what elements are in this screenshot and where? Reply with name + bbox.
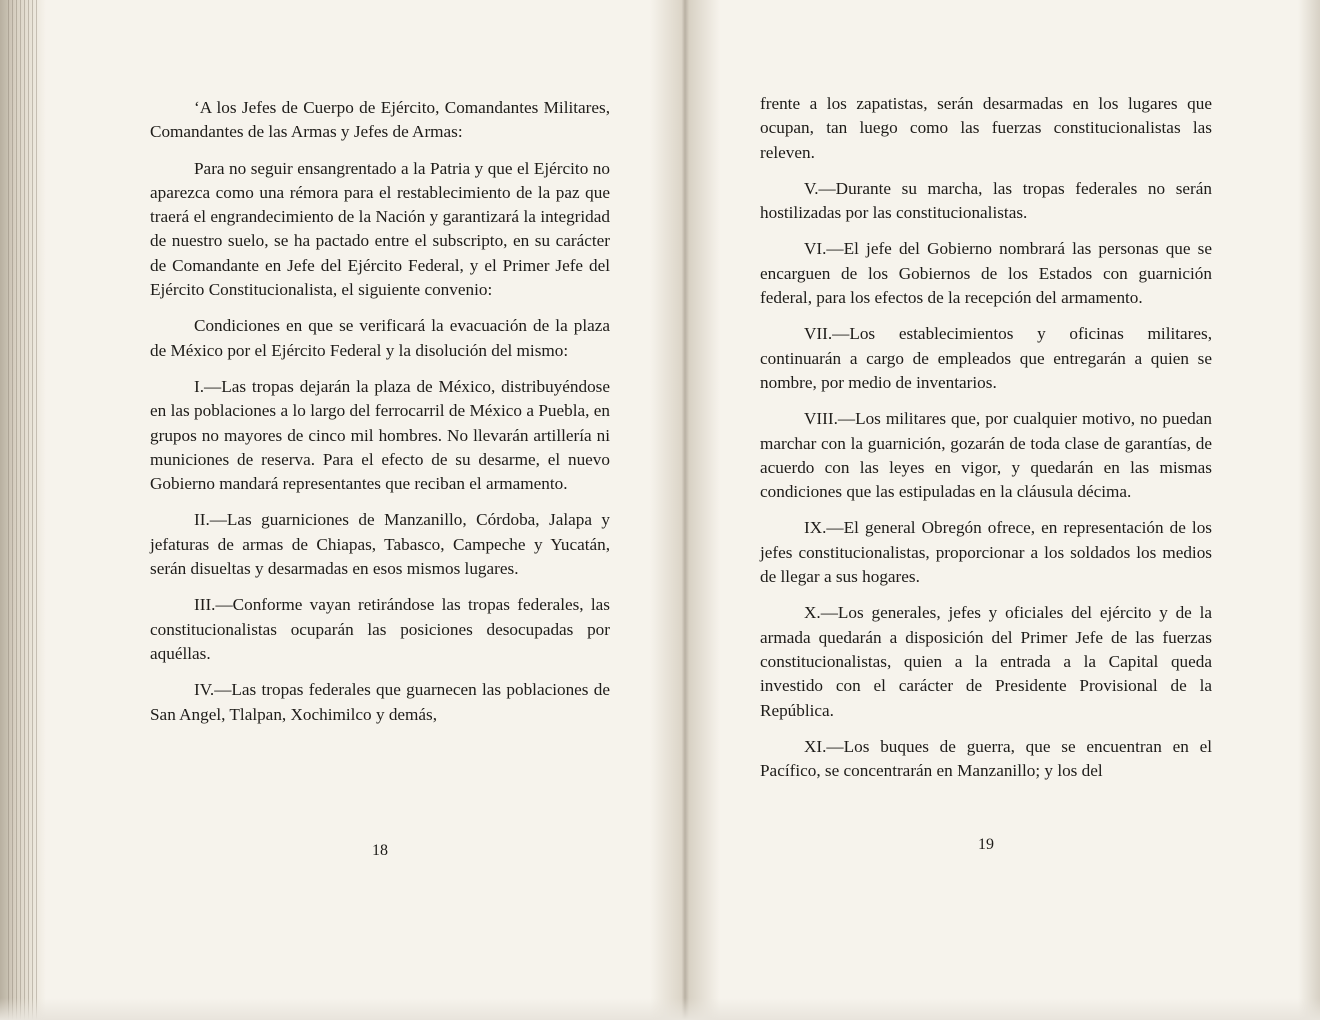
paragraph: II.—Las guarniciones de Manzanillo, Córdoba, Jalapa y jefaturas de armas de Chiapas, Tabasco, Campeche y Yucatán, serán disueltas y desarmadas en esos mismos lugares.	[150, 510, 610, 579]
left-page-text	[150, 96, 610, 739]
paragraph: Condiciones en que se verificará la evacuación de la plaza de México por el Ejército Federal y la disolución del mismo:	[150, 316, 610, 360]
book-gutter	[650, 0, 720, 1020]
paragraph: ‘A los Jefes de Cuerpo de Ejército, Comandantes Militares, Comandantes de las Armas y Jefes de Armas:	[150, 98, 610, 142]
paragraph: III.—Conforme vayan retirándose las tropas federales, las constitucionalistas ocuparán las posiciones desocupadas por aquéllas.	[150, 595, 610, 663]
paragraph: XI.—Los buques de guerra, que se encuentran en el Pacífico, se concentrarán en Manzanillo; y los del	[760, 736, 1212, 781]
paragraph: V.—Durante su marcha, las tropas federales no serán hostilizadas por las constitucionalistas.	[760, 178, 1212, 223]
page-number: 18	[372, 842, 388, 859]
paragraph: I.—Las tropas dejarán la plaza de México, distribuyéndose en las poblaciones a lo largo del ferrocarril de México a Puebla, en grupos no mayores de cinco mil hombres. No llevarán artillería ni municiones de reserva. Para el efecto de su desarme, el nuevo Gobierno mandará representantes que reciban el armamento.	[150, 376, 610, 494]
paragraph: VII.—Los establecimientos y oficinas militares, continuarán a cargo de empleados que entregarán a quien se nombre, por medio de inventarios.	[760, 324, 1212, 392]
page-stack-edge	[0, 0, 46, 1020]
paragraph: Para no seguir ensangrentado a la Patria y que el Ejército no aparezca como una rémora para el restablecimiento de la paz que traerá el engrandecimiento de la Nación y garantizará la integridad de nuestro suelo, se ha pactado entre el subscripto, en su carácter de Comandante en Jefe del Ejército Federal, y el Primer Jefe del Ejército Constitucionalista, el siguiente convenio:	[150, 158, 610, 300]
right-page-text	[760, 92, 1212, 795]
paragraph: VIII.—Los militares que, por cualquier motivo, no puedan marchar con la guarnición, gozarán de toda clase de garantías, de acuerdo con las leyes en vigor, y quedarán en las mismas condiciones que las estipuladas en la cláusula décima.	[760, 409, 1212, 502]
paragraph: X.—Los generales, jefes y oficiales del ejército y de la armada quedarán a disposición del Primer Jefe de las fuerzas constitucionalistas, quien a la entrada a la Capital queda investido con el carácter de Presidente Provisional de la República.	[760, 603, 1212, 720]
paragraph: IX.—El general Obregón ofrece, en representación de los jefes constitucionalistas, proporcionar a los soldados los medios de llegar a sus hogares.	[760, 518, 1212, 587]
page-number: 19	[978, 836, 994, 853]
page-edge-shadow	[1298, 0, 1320, 1020]
left-page	[150, 0, 610, 1020]
right-page	[760, 0, 1212, 1020]
paragraph: frente a los zapatistas, serán desarmadas en los lugares que ocupan, tan luego como las fuerzas constitucionalistas las releven.	[760, 94, 1212, 162]
paragraph: VI.—El jefe del Gobierno nombrará las personas que se encarguen de los Gobiernos de los Estados con guarnición federal, para los efectos de la recepción del armamento.	[760, 239, 1212, 308]
paragraph: IV.—Las tropas federales que guarnecen las poblaciones de San Angel, Tlalpan, Xochimilco y demás,	[150, 680, 610, 724]
